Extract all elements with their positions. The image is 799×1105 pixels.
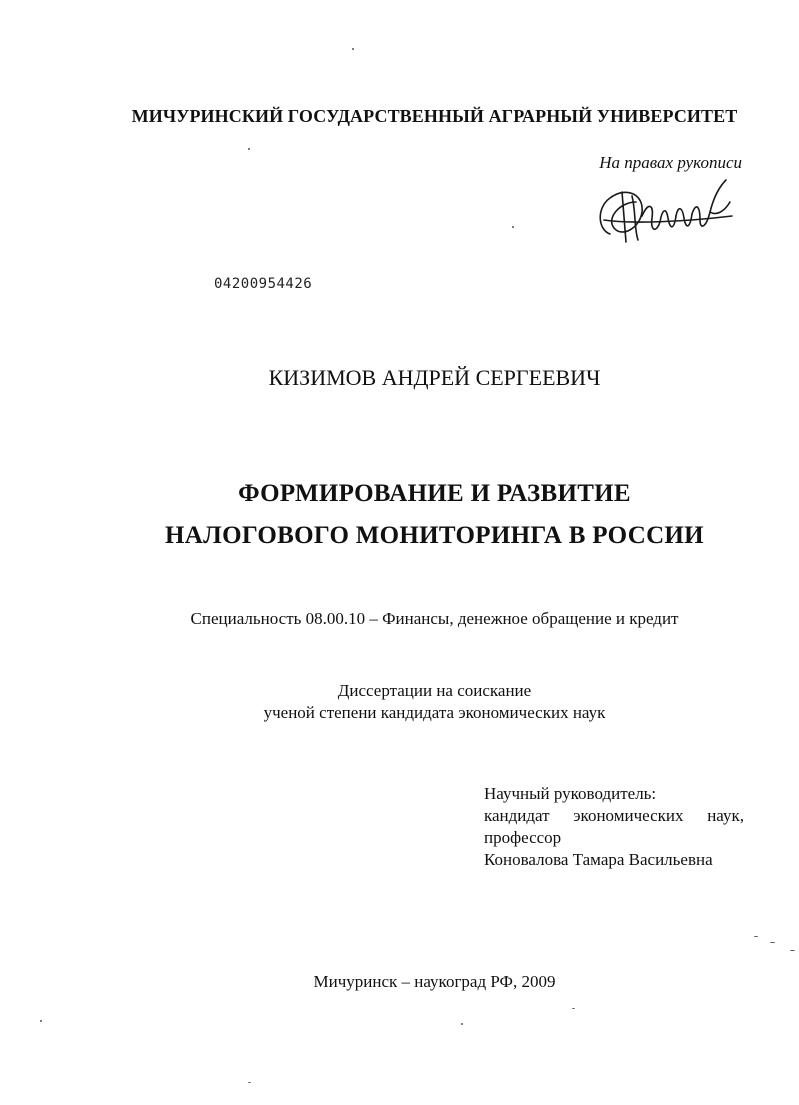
- signature-image: [592, 172, 742, 252]
- author-name: КИЗИМОВ АНДРЕЙ СЕРГЕЕВИЧ: [268, 365, 601, 390]
- manuscript-note: На правах рукописи: [599, 153, 742, 172]
- supervisor-degree-word: кандидат: [484, 806, 550, 825]
- scan-speck: [461, 1023, 463, 1025]
- scan-speck: [790, 950, 795, 951]
- supervisor-block: [484, 783, 744, 871]
- signature-stroke: [676, 209, 692, 226]
- scan-speck: [40, 1020, 42, 1022]
- archive-code: 04200954426: [214, 276, 313, 292]
- supervisor-degree-word: наук,: [707, 806, 744, 825]
- degree-line1: Диссертации на соискание: [337, 681, 532, 700]
- degree-line2: ученой степени кандидата экономических наук: [263, 703, 606, 722]
- university-name: МИЧУРИНСКИЙ ГОСУДАРСТВЕННЫЙ АГРАРНЫЙ УНИВЕРСИТЕТ: [131, 106, 738, 126]
- supervisor-name: Коновалова Тамара Васильевна: [484, 850, 713, 869]
- degree-block: [0, 680, 799, 724]
- supervisor-label: Научный руководитель:: [484, 784, 657, 803]
- place-year: Мичуринск – наукоград РФ, 2009: [313, 972, 556, 991]
- scan-speck: [512, 226, 514, 228]
- supervisor-degree: [484, 805, 744, 827]
- scan-speck: [248, 148, 250, 150]
- dissertation-title-line2: НАЛОГОВОГО МОНИТОРИНГА В РОССИИ: [165, 522, 704, 549]
- supervisor-degree-word: экономических: [573, 806, 684, 825]
- specialty: Специальность 08.00.10 – Финансы, денежное обращение и кредит: [190, 609, 679, 628]
- scan-speck: [572, 1008, 575, 1009]
- scan-speck: [248, 1082, 251, 1083]
- signature-stroke: [642, 206, 660, 229]
- signature-stroke: [622, 192, 626, 242]
- dissertation-title-line1: ФОРМИРОВАНИЕ И РАЗВИТИЕ: [238, 480, 631, 507]
- scan-speck: [754, 936, 758, 937]
- supervisor-rank: профессор: [484, 828, 562, 847]
- scan-speck: [352, 48, 354, 50]
- scan-speck: [770, 942, 775, 943]
- signature-stroke: [660, 211, 676, 227]
